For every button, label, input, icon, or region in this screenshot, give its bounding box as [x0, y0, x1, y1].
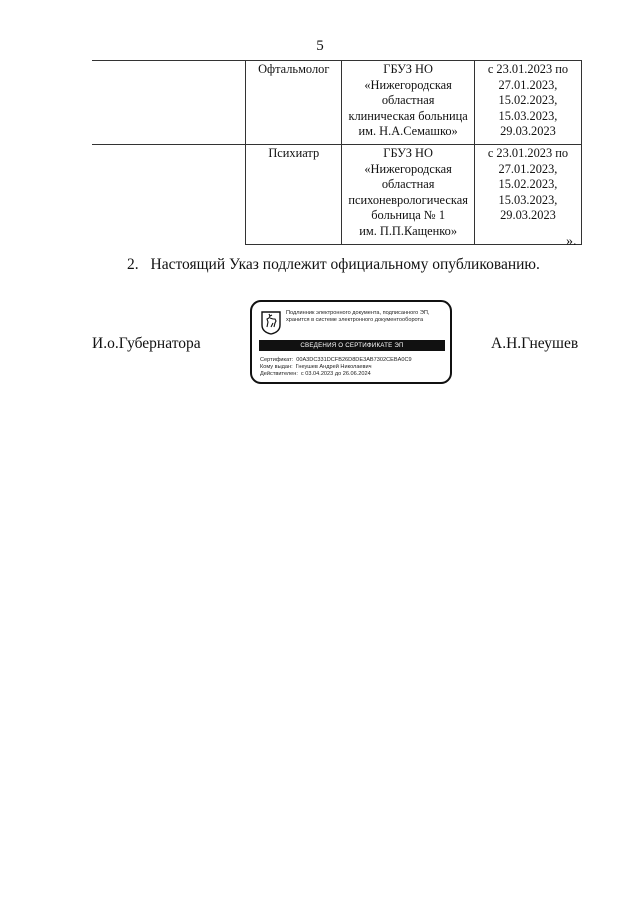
date-line: 29.03.2023 — [500, 208, 556, 223]
certificate-value: 00A3DC331DCFB26D8DE3AB7302CEBA0C9 — [296, 357, 412, 363]
dates-cell — [474, 144, 581, 244]
nizhny-novgorod-deer-emblem-icon — [261, 311, 281, 335]
clause-number: 2. — [127, 256, 139, 273]
date-line: 29.03.2023 — [500, 124, 556, 139]
date-line: 15.03.2023, — [498, 192, 558, 207]
date-line: с 23.01.2023 по — [487, 145, 569, 160]
institution-line: ГБУЗ НО — [383, 62, 433, 76]
issued-to-label: Кому выдан: — [260, 364, 293, 370]
signer-name: А.Н.Гнеушев — [491, 335, 579, 352]
institution-line: им. Н.А.Семашко» — [358, 124, 458, 139]
clause-text: Настоящий Указ подлежит официальному опубликованию. — [150, 256, 540, 273]
date-line: 27.01.2023, — [498, 161, 558, 176]
institution-line: «Нижегородская — [364, 161, 452, 176]
institution-line: им. П.П.Кащенко» — [359, 223, 458, 238]
certificate-label: Сертификат: — [260, 357, 294, 363]
date-line: 15.03.2023, — [498, 108, 558, 123]
date-line: 15.02.2023, — [498, 177, 558, 192]
institution-line: «Нижегородская — [364, 77, 452, 92]
certificate-row — [260, 357, 412, 364]
specialist-cell: Психиатр — [246, 144, 342, 244]
issued-to-row — [260, 364, 372, 371]
date-line: 15.02.2023, — [498, 93, 558, 108]
issued-to-value: Гнеушев Андрей Николаевич — [295, 364, 372, 370]
stamp-notice-line: Подлинник электронного документа, подписанного ЭП, — [286, 310, 430, 316]
validity-value: с 03.04.2023 до 26.06.2024 — [300, 371, 371, 377]
table-cell-empty — [92, 144, 246, 244]
institution-line: ГБУЗ НО — [383, 145, 433, 160]
table-cell-empty — [92, 61, 246, 145]
stamp-header: СВЕДЕНИЯ О СЕРТИФИКАТЕ ЭП — [259, 340, 445, 351]
signature-stamp — [250, 300, 452, 384]
validity-row — [260, 371, 371, 378]
table-row — [92, 144, 582, 244]
schedule-table — [92, 60, 582, 245]
institution-line: областная — [381, 177, 435, 192]
stamp-notice-line: хранится в системе электронного документооборота — [286, 317, 424, 323]
closing-quote: ». — [566, 234, 577, 249]
specialist-cell: Офтальмолог — [246, 61, 342, 145]
clause-paragraph — [127, 256, 540, 274]
table-row — [92, 61, 582, 145]
institution-cell — [342, 144, 475, 244]
date-line: 27.01.2023, — [498, 77, 558, 92]
dates-cell — [474, 61, 581, 145]
stamp-notice — [286, 310, 448, 324]
institution-line: клиническая больница — [348, 108, 468, 123]
signer-title: И.о.Губернатора — [92, 335, 201, 352]
institution-line: больница № 1 — [371, 208, 446, 223]
institution-line: областная — [381, 93, 435, 108]
institution-line: психоневрологическая — [348, 192, 468, 207]
validity-label: Действителен: — [260, 371, 298, 377]
institution-cell — [342, 61, 475, 145]
page-number: 5 — [316, 38, 324, 54]
date-line: с 23.01.2023 по — [487, 62, 569, 76]
